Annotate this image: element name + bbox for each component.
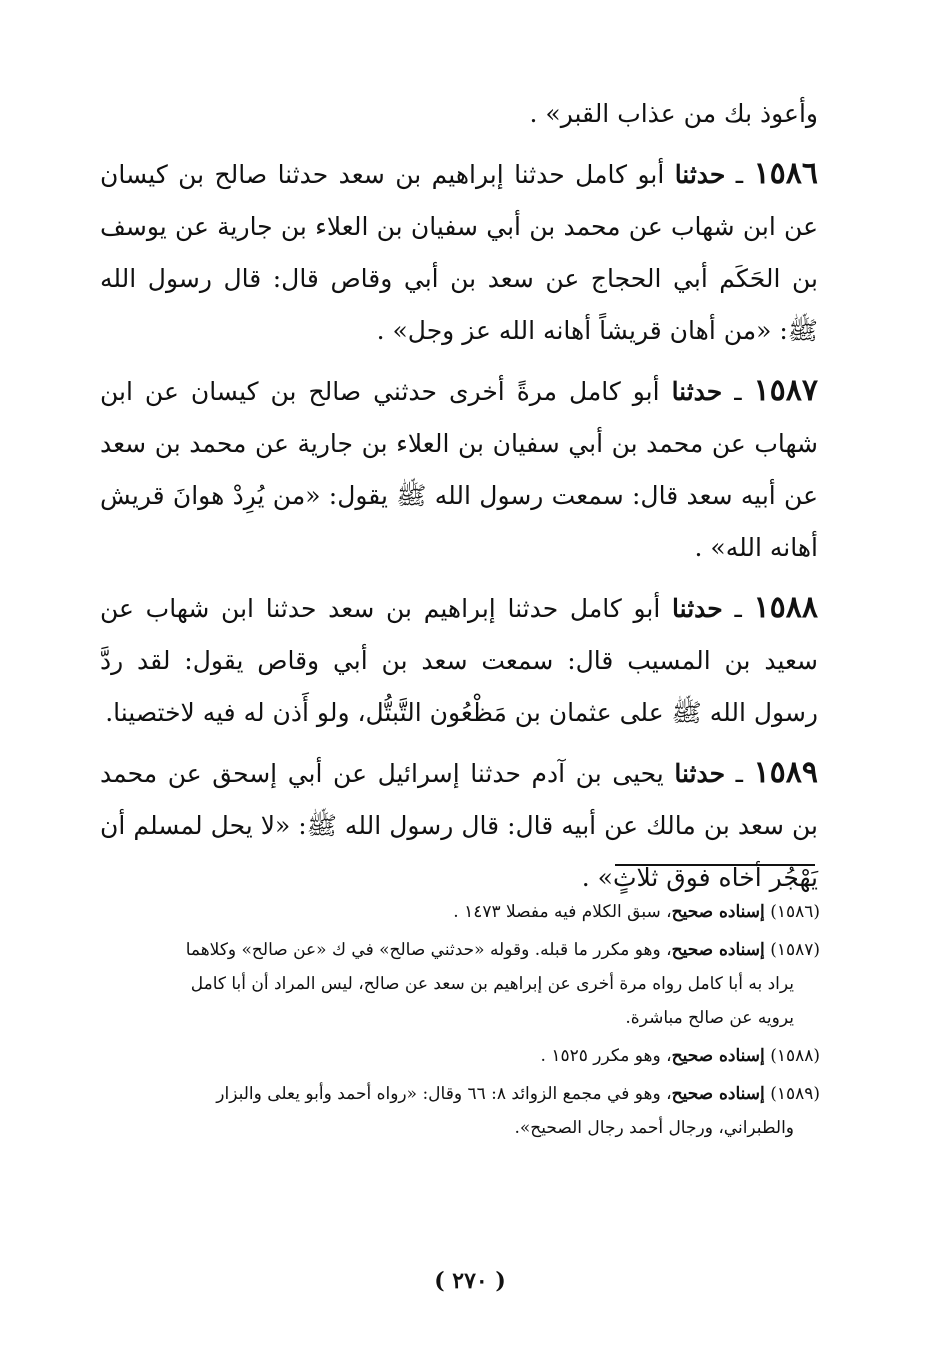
footnote-text: ، وهو مكرر ١٥٢٥ . [540,1046,672,1066]
hadith-keyword: حدثنا [672,594,723,623]
footnote-ref: (١٥٨٨) [770,1046,820,1066]
footnote-grade: إسناده صحيح [671,902,765,922]
footnote-1588 [108,1039,820,1073]
hadith-1588 [100,582,818,739]
intro-line: وأعوذ بك من عذاب القبر» . [529,99,818,128]
hadith-keyword: حدثنا [674,759,726,788]
hadith-number: ١٥٨٩ [753,755,818,790]
footnote-grade: إسناده صحيح [671,1046,765,1066]
footnote-1586 [108,895,820,929]
footnote-grade: إسناده صحيح [671,1084,765,1104]
hadith-text: يحيى بن آدم حدثنا إسرائيل عن أبي إسحق عن محمد بن سعد بن مالك عن أبيه قال: قال رسول الله ﷺ: «لا يحل لمسلم أن يَهْجُر أخاه فوق ثلاثٍ» . [100,759,818,892]
hadith-sep: ـ [725,759,754,788]
hadith-text: أبو كامل مرةً أخرى حدثني صالح بن كيسان عن ابن شهاب عن محمد بن أبي سفيان بن العلاء بن جارية عن محمد بن سعد عن أبيه سعد قال: سمعت رسول الله ﷺ يقول: «من يُرِدْ هوانَ قريش أهانه الله» . [100,377,818,562]
hadith-sep: ـ [722,377,754,406]
footnote-ref: (١٥٨٧) [770,940,820,960]
hadith-sep: ـ [725,160,754,189]
footnote-text: ، وهو مكرر ما قبله. وقوله «حدثني صالح» في ك «عن صالح» وكلاهما [185,940,672,960]
footnote-text: ، وهو في مجمع الزوائد ٨: ٦٦ وقال: «رواه أحمد وأبو يعلى والبزار [216,1084,672,1104]
footnote-divider [615,864,815,866]
footnote-grade: إسناده صحيح [671,940,765,960]
hadith-number: ١٥٨٦ [753,156,819,191]
hadith-text: أبو كامل حدثنا إبراهيم بن سعد حدثنا ابن شهاب عن سعيد بن المسيب قال: سمعت سعد بن أبي وقاص يقول: لقد ردَّ رسول الله ﷺ على عثمان بن مَظْعُون التَّبتُّل، ولو أَذن له فيه لاختصينا. [100,594,818,727]
footnote-ref: (١٥٨٩) [770,1084,820,1104]
hadith-1589 [100,747,818,904]
main-text [100,88,818,912]
footnote-text: يراد به أبا كامل رواه مرة أخرى عن إبراهيم بن سعد عن صالح، ليس المراد أن أبا كامل [190,974,794,994]
hadith-keyword: حدثنا [671,377,723,406]
hadith-1587 [100,365,818,574]
page-number: ( ٢٧٠ ) [434,1268,506,1294]
footnotes [108,895,820,1149]
hadith-number: ١٥٨٨ [753,590,818,625]
footnote-text: والطبراني، ورجال أحمد رجال الصحيح». [514,1118,794,1138]
footnote-text: ، سبق الكلام فيه مفصلا ١٤٧٣ . [453,902,672,922]
footnote-text: يرويه عن صالح مباشرة. [625,1008,794,1028]
hadith-number: ١٥٨٧ [753,373,818,408]
hadith-1586 [100,148,818,357]
hadith-text: أبو كامل حدثنا إبراهيم بن سعد حدثنا صالح بن كيسان عن ابن شهاب عن محمد بن أبي سفيان بن العلاء بن جارية عن يوسف بن الحَكَم أبي الحجاج عن سعد بن أبي وقاص قال: قال رسول الله ﷺ: «من أهان قريشاً أهانه الله عز وجل» . [100,160,818,345]
hadith-sep: ـ [722,594,754,623]
hadith-keyword: حدثنا [674,160,726,189]
footnote-1589 [108,1077,820,1145]
footnote-ref: (١٥٨٦) [770,902,820,922]
footnote-1587 [108,933,820,1035]
